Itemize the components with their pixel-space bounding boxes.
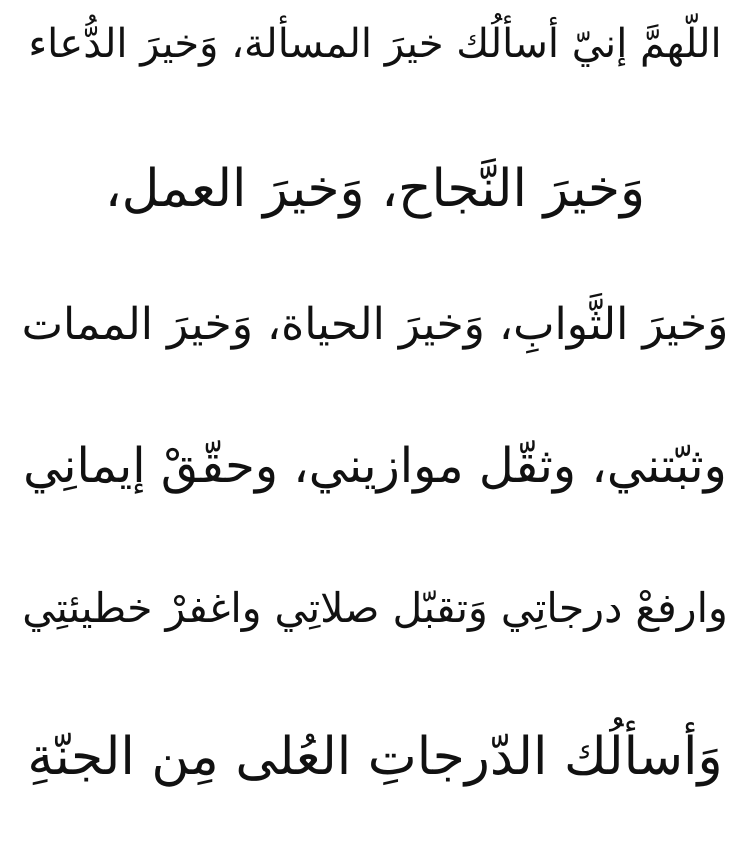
dua-line-6: وَأسألُك الدّرجاتِ العُلى مِن الجنّةِ bbox=[27, 727, 723, 787]
dua-line-2: وَخيرَ النَّجاح، وَخيرَ العمل، bbox=[104, 159, 646, 219]
dua-line-4: وثبّتني، وثقّل موازيني، وحقّقْ إيمانِي bbox=[23, 438, 727, 494]
dua-line-3: وَخيرَ الثَّوابِ، وَخيرَ الحياة، وَخيرَ الممات bbox=[21, 299, 729, 350]
dua-line-1: اللّهمَّ إنيّ أسألُك خيرَ المسألة، وَخيرَ الدُّعاء bbox=[28, 21, 722, 67]
dua-line-5: وارفعْ درجاتِي وَتقبّل صلاتِي واغفرْ خطيئتِي bbox=[22, 584, 728, 632]
